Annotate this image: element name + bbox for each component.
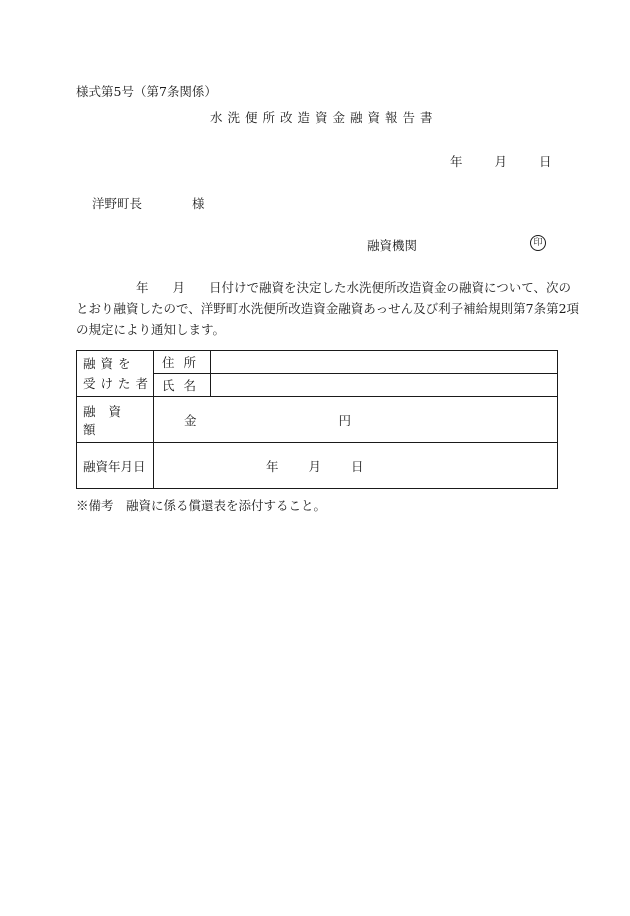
address-field[interactable] — [211, 351, 558, 374]
report-date-year: 年 — [450, 154, 463, 169]
loan-report-table — [76, 350, 558, 489]
loan-date-month: 月 — [308, 458, 321, 474]
body-line-1-rest: 日付けで融資を決定した水洗便所改造資金の融資について、次の — [209, 280, 572, 295]
seal-mark: 印 — [530, 235, 546, 251]
table-row — [77, 397, 558, 443]
recipient-label-line-2: 受けた者 — [83, 375, 154, 391]
form-number: 様式第5号（第7条関係） — [76, 84, 217, 99]
loan-date-year: 年 — [266, 458, 279, 474]
report-date-day: 日 — [538, 154, 552, 169]
address-label: 住所 — [154, 351, 211, 374]
body-line-1 — [76, 277, 572, 298]
lending-institution-label: 融資機関 — [367, 238, 418, 253]
table-row — [77, 351, 558, 374]
document-title: 水洗便所改造資金融資報告書 — [210, 110, 438, 125]
recipient-label-line-1: 融資を — [83, 355, 136, 371]
notification-body — [76, 277, 580, 340]
body-year: 年 — [136, 280, 149, 295]
name-label: 氏名 — [154, 374, 211, 397]
amount-prefix: 金 — [184, 412, 197, 428]
loan-amount-label: 融資額 — [77, 397, 154, 443]
loan-date-field[interactable] — [154, 443, 558, 489]
addressee-name: 洋野町長 — [92, 196, 143, 211]
amount-unit: 円 — [338, 412, 352, 428]
body-month: 月 — [172, 280, 186, 295]
addressee-honorific: 様 — [192, 196, 205, 211]
body-line-2: とおり融資したので、洋野町水洗便所改造資金融資あっせん及び利子補給規則第7条第2項 — [76, 301, 580, 316]
table-row — [77, 443, 558, 489]
report-date-line — [450, 152, 551, 170]
report-date-month: 月 — [494, 154, 507, 169]
body-line-3: の規定により通知します。 — [76, 322, 226, 337]
loan-date-label: 融資年月日 — [77, 443, 154, 489]
remarks-note: ※備考 融資に係る償還表を添付すること。 — [76, 498, 327, 513]
addressee — [92, 194, 205, 212]
name-field[interactable] — [211, 374, 558, 397]
recipient-label-cell — [77, 351, 154, 397]
loan-amount-field[interactable] — [154, 397, 558, 443]
loan-date-day: 日 — [350, 458, 364, 474]
